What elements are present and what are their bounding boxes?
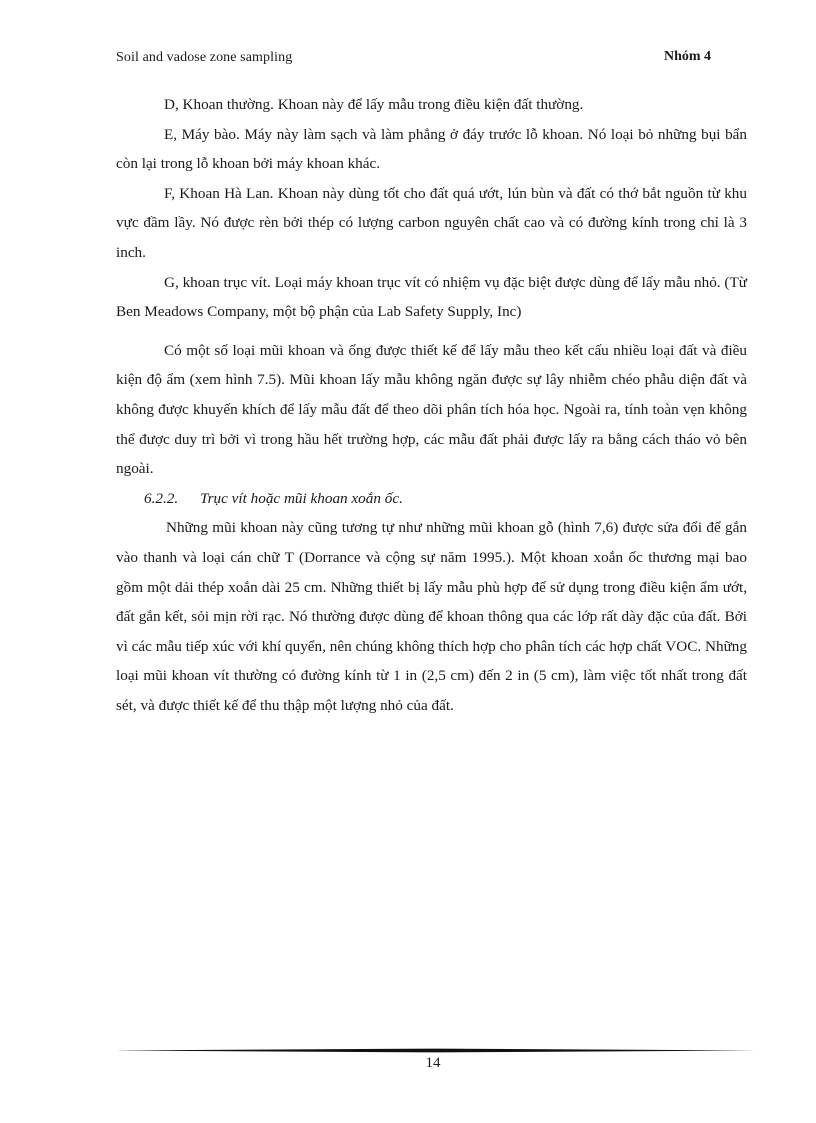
section-title: Trục vít hoặc mũi khoan xoắn ốc.	[200, 489, 403, 507]
paragraph-spiral-auger: Những mũi khoan này cũng tương tự như những mũi khoan gỗ (hình 7,6) được sửa đổi để gắn vào thanh và loại cán chữ T (Dorrance và cộng sự năm 1995.). Một khoan xoắn ốc thương mại bao gồm một dải thép xoắn dài 25 cm. Những thiết bị lấy mẫu phù hợp để sử dụng trong điều kiện ẩm ướt, đất gắn kết, sỏi mịn rời rạc. Nó thường được dùng để khoan thông qua các lớp rất dày đặc của đất. Bởi vì các mẫu tiếp xúc với khí quyển, nên chúng không thích hợp cho phân tích các hợp chất VOC. Những loại mũi khoan vít thường có đường kính từ 1 in (2,5 cm) đến 2 in (5 cm), làm việc tốt nhất trong đất sét, và được thiết kế để thu thập một lượng nhỏ của đất.	[116, 519, 747, 714]
header-group-label: Nhóm 4	[664, 49, 712, 64]
body-text	[116, 90, 747, 720]
paragraph-auger-types: Có một số loại mũi khoan và ống được thiết kế để lấy mẫu theo kết cấu nhiều loại đất và điều kiện độ ẩm (xem hình 7.5). Mũi khoan lấy mẫu không ngăn được sự lây nhiễm chéo phẫu diện đất và không được khuyến khích để lấy mẫu đất để theo dõi phân tích hóa học. Ngoài ra, tính toàn vẹn không thể được duy trì bởi vì trong hầu hết trường hợp, các mẫu đất phải được lấy ra bằng cách tháo vỏ bên ngoài.	[116, 341, 747, 478]
paragraph-planer-e: E, Máy bào. Máy này làm sạch và làm phẳng ở đáy trước lỗ khoan. Nó loại bỏ những bụi bẩn còn lại trong lỗ khoan bởi máy khoan khác.	[116, 125, 747, 173]
footer-rule	[116, 1048, 756, 1053]
section-heading	[116, 484, 747, 514]
paragraph-screw-auger-g: G, khoan trục vít. Loại máy khoan trục vít có nhiệm vụ đặc biệt được dùng để lấy mẫu nhỏ. (Từ Ben Meadows Company, một bộ phận của Lab Safety Supply, Inc)	[116, 273, 747, 321]
section-number: 6.2.2.	[144, 489, 179, 507]
paragraph-drill-d: D, Khoan thường. Khoan này để lấy mẫu trong điều kiện đất thường.	[164, 96, 584, 113]
paragraph-dutch-auger-f: F, Khoan Hà Lan. Khoan này dùng tốt cho đất quá ướt, lún bùn và đất có thớ bắt nguồn từ khu vực đầm lầy. Nó được rèn bởi thép có lượng carbon nguyên chất cao và có đường kính trong chỉ là 3 inch.	[116, 184, 747, 261]
page-number: 14	[425, 1055, 441, 1071]
header-title: Soil and vadose zone sampling	[116, 50, 293, 65]
